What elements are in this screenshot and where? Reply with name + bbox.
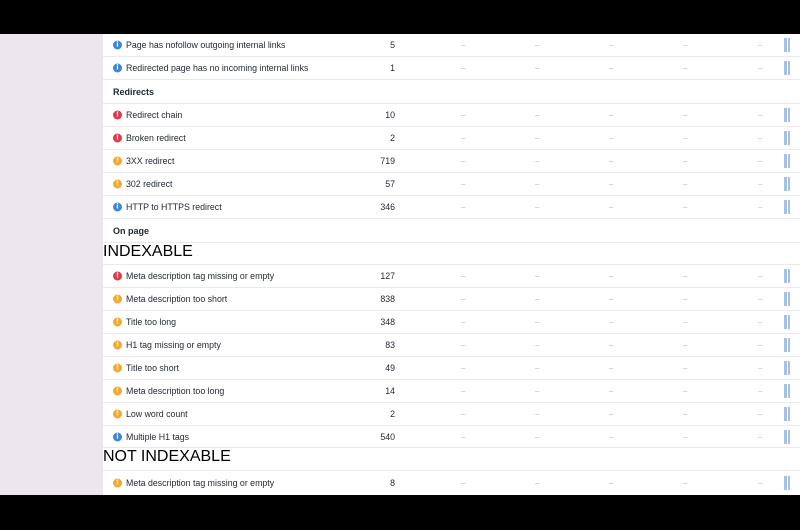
- empty-cell: –: [683, 271, 688, 281]
- empty-cell: –: [683, 202, 688, 212]
- issue-row[interactable]: [103, 288, 800, 311]
- error-icon: !: [113, 272, 122, 281]
- empty-cell: –: [535, 294, 540, 304]
- app-screen: [0, 34, 800, 495]
- empty-cell: –: [758, 478, 763, 488]
- issue-count[interactable]: 2: [390, 409, 395, 419]
- empty-cell: –: [758, 363, 763, 373]
- empty-cell: –: [609, 409, 614, 419]
- issue-count[interactable]: 14: [385, 386, 395, 396]
- trend-sparkline[interactable]: [784, 476, 790, 490]
- empty-cell: –: [683, 156, 688, 166]
- issue-label[interactable]: Meta description tag missing or empty: [126, 271, 275, 281]
- empty-cell: –: [683, 340, 688, 350]
- trend-sparkline[interactable]: [784, 154, 790, 168]
- issue-count[interactable]: 719: [380, 156, 395, 166]
- empty-cell: –: [609, 202, 614, 212]
- empty-cell: –: [609, 63, 614, 73]
- trend-sparkline[interactable]: [784, 292, 790, 306]
- issue-row[interactable]: [103, 104, 800, 127]
- issue-row[interactable]: [103, 426, 800, 448]
- issues-table: [103, 34, 800, 495]
- trend-sparkline[interactable]: [784, 177, 790, 191]
- empty-cell: –: [683, 363, 688, 373]
- empty-cell: –: [461, 409, 466, 419]
- issue-label[interactable]: Low word count: [126, 409, 188, 419]
- info-icon: i: [113, 64, 122, 73]
- info-icon: i: [113, 41, 122, 50]
- empty-cell: –: [758, 40, 763, 50]
- section-title: On page: [113, 226, 150, 236]
- issue-count[interactable]: 348: [380, 317, 395, 327]
- empty-cell: –: [535, 202, 540, 212]
- empty-cell: –: [535, 63, 540, 73]
- issue-count[interactable]: 10: [385, 110, 395, 120]
- empty-cell: –: [461, 133, 466, 143]
- issue-row[interactable]: [103, 196, 800, 219]
- issue-row[interactable]: [103, 57, 800, 80]
- issue-row[interactable]: [103, 403, 800, 426]
- warning-icon: !: [113, 295, 122, 304]
- trend-sparkline[interactable]: [784, 131, 790, 145]
- empty-cell: –: [461, 156, 466, 166]
- empty-cell: –: [683, 133, 688, 143]
- issue-row[interactable]: [103, 380, 800, 403]
- warning-icon: !: [113, 364, 122, 373]
- issue-label[interactable]: 3XX redirect: [126, 156, 175, 166]
- empty-cell: –: [461, 271, 466, 281]
- empty-cell: –: [609, 340, 614, 350]
- empty-cell: –: [758, 156, 763, 166]
- issue-label[interactable]: Broken redirect: [126, 133, 186, 143]
- subsection-header: [103, 243, 800, 265]
- trend-sparkline[interactable]: [784, 407, 790, 421]
- warning-icon: !: [113, 180, 122, 189]
- issue-label[interactable]: HTTP to HTTPS redirect: [126, 202, 222, 212]
- issue-row[interactable]: [103, 334, 800, 357]
- warning-icon: !: [113, 157, 122, 166]
- warning-icon: !: [113, 318, 122, 327]
- issue-label[interactable]: Redirected page has no incoming internal links: [126, 63, 309, 73]
- issue-row[interactable]: [103, 471, 800, 495]
- empty-cell: –: [758, 110, 763, 120]
- section-header: [103, 80, 800, 104]
- trend-sparkline[interactable]: [784, 430, 790, 444]
- empty-cell: –: [683, 409, 688, 419]
- empty-cell: –: [535, 386, 540, 396]
- empty-cell: –: [535, 156, 540, 166]
- issue-label[interactable]: Meta description too long: [126, 386, 225, 396]
- issue-label[interactable]: Title too long: [126, 317, 177, 327]
- empty-cell: –: [758, 409, 763, 419]
- trend-sparkline[interactable]: [784, 338, 790, 352]
- issue-count[interactable]: 8: [390, 478, 395, 488]
- empty-cell: –: [758, 133, 763, 143]
- empty-cell: –: [683, 386, 688, 396]
- empty-cell: –: [609, 40, 614, 50]
- empty-cell: –: [758, 202, 763, 212]
- empty-cell: –: [461, 179, 466, 189]
- empty-cell: –: [609, 294, 614, 304]
- issue-count[interactable]: 127: [380, 271, 395, 281]
- issue-row[interactable]: [103, 150, 800, 173]
- issue-count[interactable]: 57: [385, 179, 395, 189]
- issue-label[interactable]: 302 redirect: [126, 179, 173, 189]
- info-icon: i: [113, 203, 122, 212]
- issue-label[interactable]: Page has nofollow outgoing internal links: [126, 40, 286, 50]
- empty-cell: –: [758, 432, 763, 441]
- issue-label[interactable]: Title too short: [126, 363, 179, 373]
- subsection-title: INDEXABLE: [103, 243, 193, 260]
- empty-cell: –: [609, 432, 614, 441]
- empty-cell: –: [461, 63, 466, 73]
- empty-cell: –: [758, 294, 763, 304]
- empty-cell: –: [683, 179, 688, 189]
- empty-cell: –: [758, 179, 763, 189]
- empty-cell: –: [609, 179, 614, 189]
- empty-cell: –: [535, 271, 540, 281]
- empty-cell: –: [758, 271, 763, 281]
- empty-cell: –: [683, 478, 688, 488]
- empty-cell: –: [609, 110, 614, 120]
- issue-label[interactable]: H1 tag missing or empty: [126, 340, 221, 350]
- section-title: Redirects: [113, 86, 155, 97]
- section-header: [103, 220, 800, 243]
- issue-count[interactable]: 1: [390, 63, 395, 73]
- empty-cell: –: [461, 202, 466, 212]
- issue-count[interactable]: 838: [380, 294, 395, 304]
- issue-count[interactable]: 2: [390, 133, 395, 143]
- empty-cell: –: [683, 63, 688, 73]
- empty-cell: –: [758, 317, 763, 327]
- issue-count[interactable]: 540: [380, 431, 395, 442]
- trend-sparkline[interactable]: [784, 384, 790, 398]
- issue-row[interactable]: [103, 265, 800, 288]
- empty-cell: –: [461, 110, 466, 120]
- empty-cell: –: [683, 317, 688, 327]
- issue-count[interactable]: 5: [390, 40, 395, 50]
- empty-cell: –: [683, 432, 688, 441]
- issue-count[interactable]: 49: [385, 363, 395, 373]
- warning-icon: !: [113, 387, 122, 396]
- empty-cell: –: [683, 294, 688, 304]
- warning-icon: !: [113, 341, 122, 350]
- subsection-header: [103, 448, 800, 471]
- issue-row[interactable]: [103, 311, 800, 334]
- empty-cell: –: [609, 156, 614, 166]
- trend-sparkline[interactable]: [784, 108, 790, 122]
- empty-cell: –: [609, 478, 614, 488]
- trend-sparkline[interactable]: [784, 61, 790, 75]
- empty-cell: –: [535, 40, 540, 50]
- trend-sparkline[interactable]: [784, 361, 790, 375]
- warning-icon: !: [113, 410, 122, 419]
- empty-cell: –: [683, 40, 688, 50]
- empty-cell: –: [609, 271, 614, 281]
- empty-cell: –: [535, 432, 540, 441]
- empty-cell: –: [609, 317, 614, 327]
- empty-cell: –: [609, 363, 614, 373]
- empty-cell: –: [461, 340, 466, 350]
- empty-cell: –: [461, 294, 466, 304]
- issue-row[interactable]: [103, 34, 800, 57]
- empty-cell: –: [461, 432, 466, 441]
- trend-sparkline[interactable]: [784, 315, 790, 329]
- empty-cell: –: [535, 478, 540, 488]
- issue-label[interactable]: Meta description tag missing or empty: [126, 478, 275, 488]
- empty-cell: –: [758, 340, 763, 350]
- empty-cell: –: [535, 133, 540, 143]
- issue-label[interactable]: Redirect chain: [126, 110, 183, 120]
- issue-label[interactable]: Multiple H1 tags: [126, 431, 190, 442]
- empty-cell: –: [461, 478, 466, 488]
- empty-cell: –: [461, 363, 466, 373]
- error-icon: !: [113, 111, 122, 120]
- issue-row[interactable]: [103, 173, 800, 196]
- empty-cell: –: [609, 386, 614, 396]
- empty-cell: –: [535, 340, 540, 350]
- trend-sparkline[interactable]: [784, 269, 790, 283]
- subsection-title: NOT INDEXABLE: [103, 448, 231, 465]
- empty-cell: –: [758, 63, 763, 73]
- trend-sparkline[interactable]: [784, 38, 790, 52]
- empty-cell: –: [758, 386, 763, 396]
- info-icon: i: [113, 432, 122, 441]
- empty-cell: –: [683, 110, 688, 120]
- issue-count[interactable]: 83: [385, 340, 395, 350]
- empty-cell: –: [461, 386, 466, 396]
- warning-icon: !: [113, 479, 122, 488]
- empty-cell: –: [535, 363, 540, 373]
- trend-sparkline[interactable]: [784, 200, 790, 214]
- empty-cell: –: [609, 133, 614, 143]
- empty-cell: –: [461, 40, 466, 50]
- issue-label[interactable]: Meta description too short: [126, 294, 228, 304]
- error-icon: !: [113, 134, 122, 143]
- empty-cell: –: [535, 317, 540, 327]
- issue-row[interactable]: [103, 357, 800, 380]
- sidebar: [0, 34, 103, 495]
- empty-cell: –: [461, 317, 466, 327]
- issue-count[interactable]: 346: [380, 202, 395, 212]
- empty-cell: –: [535, 179, 540, 189]
- empty-cell: –: [535, 110, 540, 120]
- empty-cell: –: [535, 409, 540, 419]
- issue-row[interactable]: [103, 127, 800, 150]
